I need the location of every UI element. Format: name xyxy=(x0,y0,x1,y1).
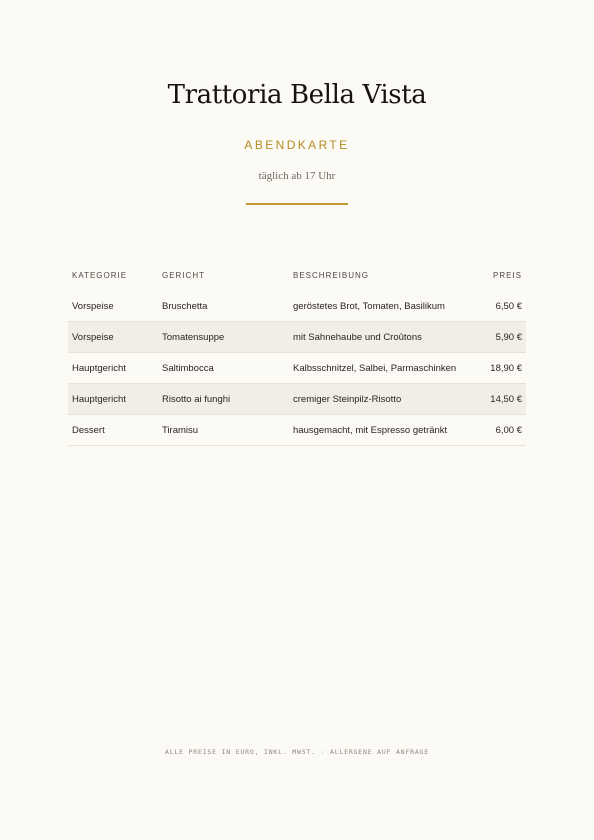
cell-dish: Tiramisu xyxy=(158,415,289,446)
cell-description: geröstetes Brot, Tomaten, Basilikum xyxy=(289,291,471,322)
header-category: KATEGORIE xyxy=(72,270,128,280)
menu-subtitle: ABENDKARTE xyxy=(244,138,350,152)
restaurant-title: Trattoria Bella Vista xyxy=(167,80,427,110)
table-row xyxy=(68,353,526,384)
cell-dish: Tomatensuppe xyxy=(158,322,289,353)
cell-price: 6,00 € xyxy=(471,415,526,446)
divider-rule xyxy=(246,203,348,205)
opening-hours: täglich ab 17 Uhr xyxy=(258,170,336,182)
cell-price: 6,50 € xyxy=(471,291,526,322)
cell-description: Kalbsschnitzel, Salbei, Parmaschinken xyxy=(289,353,471,384)
cell-price: 5,90 € xyxy=(471,322,526,353)
table-row xyxy=(68,291,526,322)
table-row xyxy=(68,415,526,446)
cell-price: 14,50 € xyxy=(471,384,526,415)
table-row xyxy=(68,322,526,353)
cell-dish: Risotto ai funghi xyxy=(158,384,289,415)
cell-price: 18,90 € xyxy=(471,353,526,384)
table-header-row xyxy=(68,259,526,291)
header-description: BESCHREIBUNG xyxy=(293,270,370,280)
menu-table xyxy=(68,259,526,446)
cell-category: Hauptgericht xyxy=(68,384,158,415)
header-price: PREIS xyxy=(492,270,522,280)
table-row xyxy=(68,384,526,415)
cell-dish: Saltimbocca xyxy=(158,353,289,384)
cell-dish: Bruschetta xyxy=(158,291,289,322)
footer-note: ALLE PREISE IN EURO, INKL. MWST. · ALLERGENE AUF ANFRAGE xyxy=(165,748,429,756)
cell-category: Hauptgericht xyxy=(68,353,158,384)
cell-description: hausgemacht, mit Espresso getränkt xyxy=(289,415,471,446)
cell-description: cremiger Steinpilz-Risotto xyxy=(289,384,471,415)
cell-category: Dessert xyxy=(68,415,158,446)
cell-description: mit Sahnehaube und Croûtons xyxy=(289,322,471,353)
cell-category: Vorspeise xyxy=(68,322,158,353)
header-dish: GERICHT xyxy=(162,270,205,280)
cell-category: Vorspeise xyxy=(68,291,158,322)
